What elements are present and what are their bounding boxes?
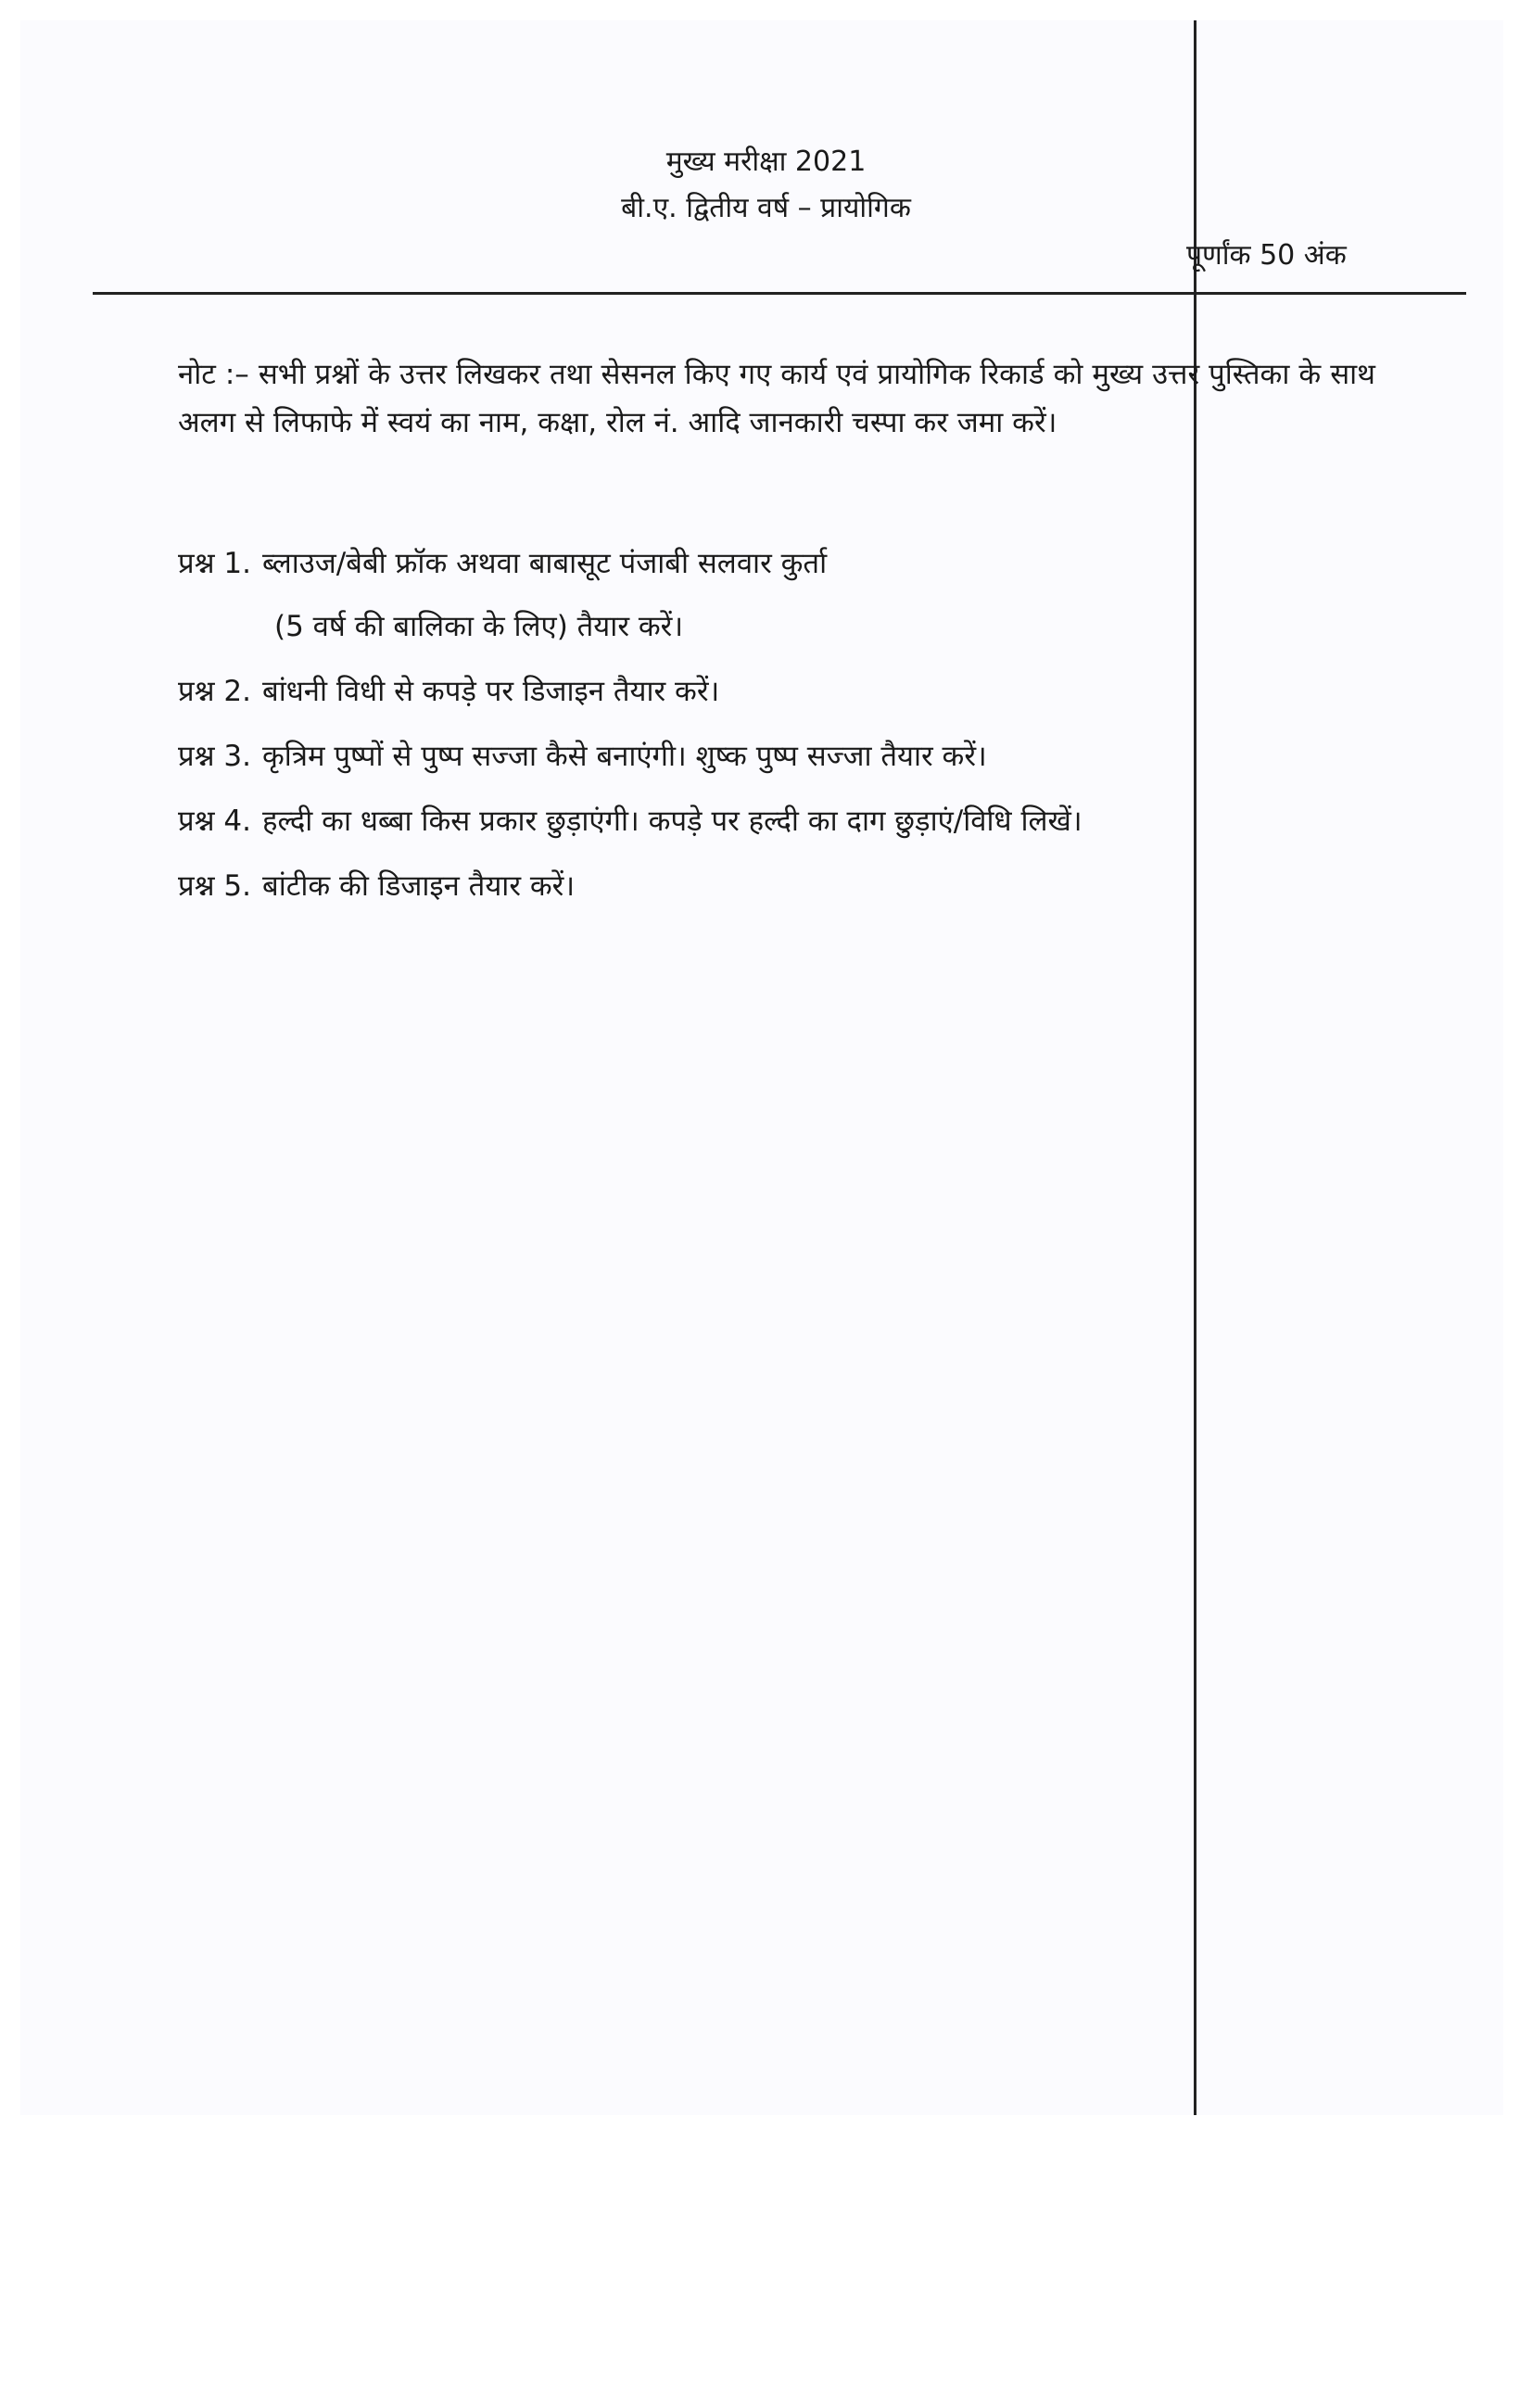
margin-line: [1194, 20, 1196, 2115]
question-text: बांटीक की डिजाइन तैयार करें।: [262, 869, 576, 903]
question-item: [178, 800, 1475, 843]
question-label: प्रश्न 5.: [178, 869, 251, 903]
exam-title: मुख्य मरीक्षा 2021: [665, 146, 867, 178]
question-label: प्रश्न 3.: [178, 740, 251, 773]
question-text: हल्दी का धब्बा किस प्रकार छुड़ाएंगी। कपड़े पर हल्दी का दाग छुड़ाएं/विधि लिखें।: [262, 805, 1083, 838]
max-marks: पूर्णांक 50 अंक: [1186, 239, 1347, 272]
question-text: बांधनी विधी से कपड़े पर डिजाइन तैयार करें।: [262, 675, 720, 708]
question-item: [178, 865, 1475, 907]
question-item: [178, 542, 1475, 648]
question-label: प्रश्न 4.: [178, 805, 251, 838]
exam-subtitle: बी.ए. द्वितीय वर्ष – प्रायोगिक: [621, 192, 911, 224]
question-list: [178, 542, 1475, 930]
document-page: [20, 20, 1503, 2115]
header-divider: [93, 292, 1466, 295]
question-item: [178, 735, 1475, 778]
question-item: [178, 670, 1475, 713]
question-text: कृत्रिम पुष्पों से पुष्प सज्जा कैसे बनाएंगी। शुष्क पुष्प सज्जा तैयार करें।: [262, 740, 987, 773]
question-text-continuation: (5 वर्ष की बालिका के लिए) तैयार करें।: [274, 610, 684, 643]
question-label: प्रश्न 1.: [178, 547, 251, 580]
question-label: प्रश्न 2.: [178, 675, 251, 708]
question-text: ब्लाउज/बेबी फ्रॉक अथवा बाबासूट पंजाबी सलवार कुर्ता: [262, 547, 828, 580]
instruction-note: नोट :– सभी प्रश्नों के उत्तर लिखकर तथा सेसनल किए गए कार्य एवं प्रायोगिक रिकार्ड को मुख्य उत्तर पुस्तिका के साथ अलग से लिफाफे में स्वयं का नाम, कक्षा, रोल नं. आदि जानकारी चस्पा कर जमा करें।: [178, 358, 1375, 439]
